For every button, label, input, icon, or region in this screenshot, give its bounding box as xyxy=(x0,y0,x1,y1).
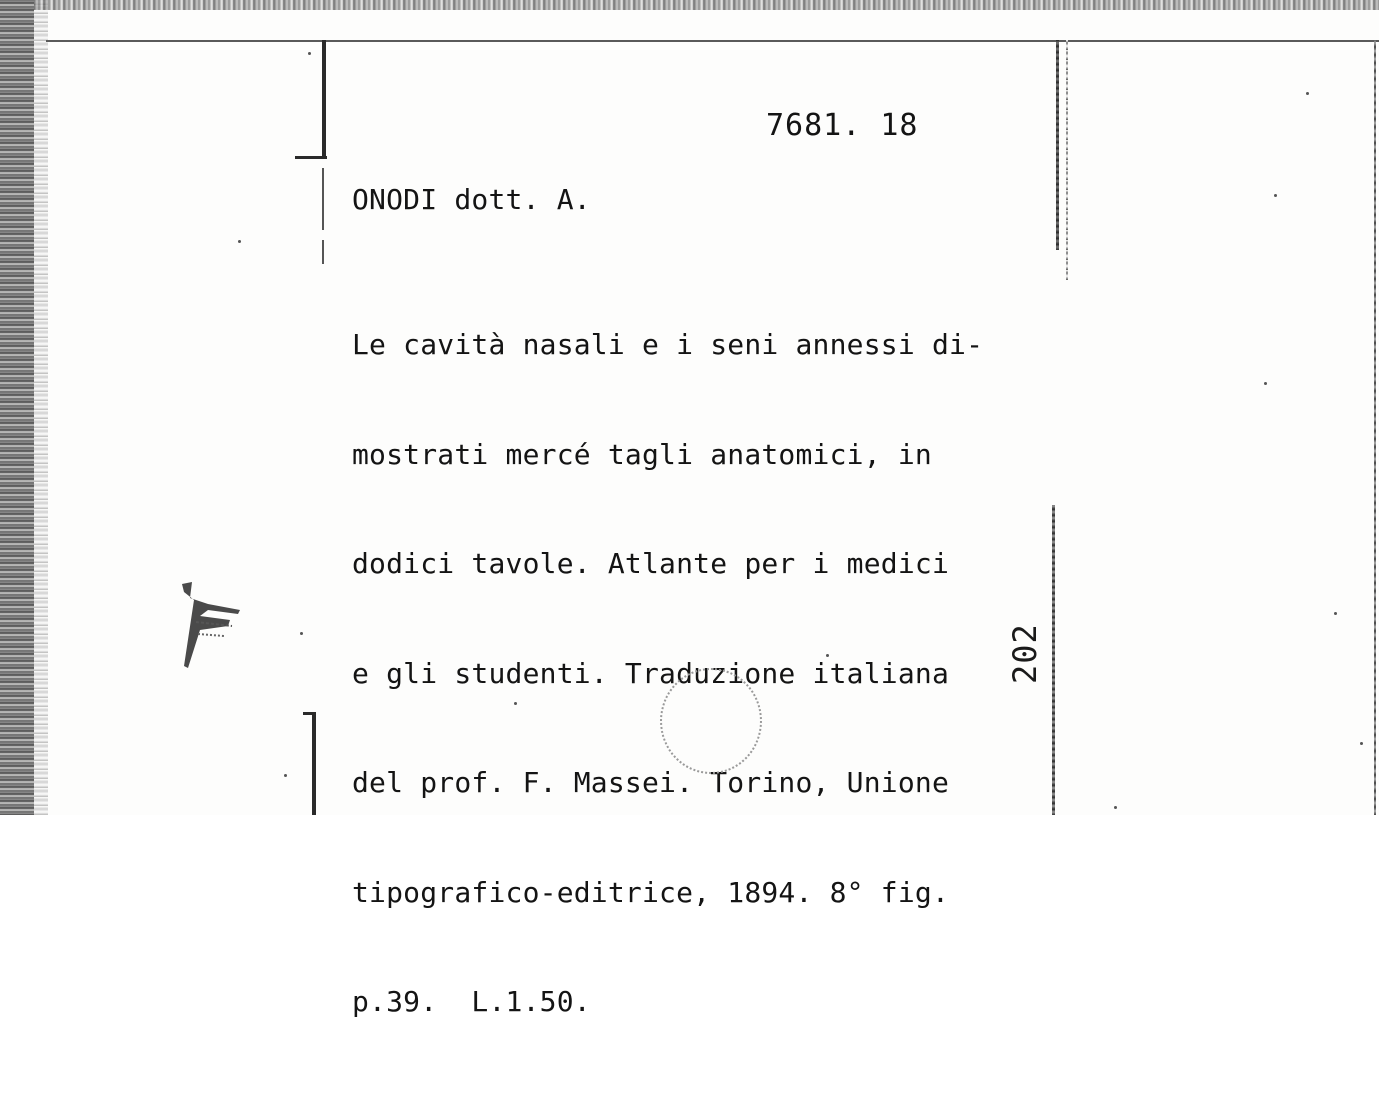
scan-speck xyxy=(284,774,287,777)
bibliographic-description xyxy=(352,254,983,1094)
card-right-border-bottom xyxy=(1052,505,1055,815)
scan-speck xyxy=(514,702,517,705)
card-left-border-bottom xyxy=(312,712,316,815)
card-left-border-mid-2 xyxy=(322,240,324,264)
scan-right-edge xyxy=(1374,40,1376,815)
side-number: 202 xyxy=(1006,623,1044,684)
card-left-border-corner xyxy=(295,156,327,159)
scan-speck xyxy=(308,52,311,55)
scan-speck xyxy=(1306,92,1309,95)
scan-speck xyxy=(1114,806,1117,809)
card-left-border-bottom-tick xyxy=(303,712,315,715)
description-line: Le cavità nasali e i seni annessi di- xyxy=(352,328,984,361)
scan-left-edge xyxy=(0,0,34,815)
scan-left-edge-shadow xyxy=(34,0,48,815)
description-line: mostrati mercé tagli anatomici, in xyxy=(352,437,932,471)
author-heading: ONODI dott. A. xyxy=(352,183,591,216)
description-line: e gli studenti. Traduzione italiana xyxy=(352,656,950,690)
scan-speck xyxy=(1264,382,1267,385)
scan-top-edge xyxy=(34,0,1379,10)
scan-speck xyxy=(1360,742,1363,745)
card-right-border-top xyxy=(1056,40,1059,250)
call-number: 7681. 18 xyxy=(766,108,919,143)
punch-hole-icon xyxy=(660,668,762,774)
scan-speck xyxy=(300,632,303,635)
scan-speck xyxy=(826,654,829,657)
scan-speck xyxy=(238,240,241,243)
scan-speck xyxy=(1274,194,1277,197)
card-left-border-top xyxy=(322,40,326,158)
description-line: del prof. F. Massei. Torino, Unione xyxy=(352,766,950,799)
description-line: p.39. L.1.50. xyxy=(352,985,591,1018)
description-line: dodici tavole. Atlante per i medici xyxy=(352,547,950,580)
description-line: tipografico-editrice, 1894. 8° fig. xyxy=(352,875,950,909)
card-top-rule xyxy=(46,40,1379,42)
scan-dotted-column xyxy=(1066,40,1068,280)
card-left-border-mid xyxy=(322,168,324,230)
f-letter-icon xyxy=(178,582,248,672)
scan-speck xyxy=(1334,612,1337,615)
